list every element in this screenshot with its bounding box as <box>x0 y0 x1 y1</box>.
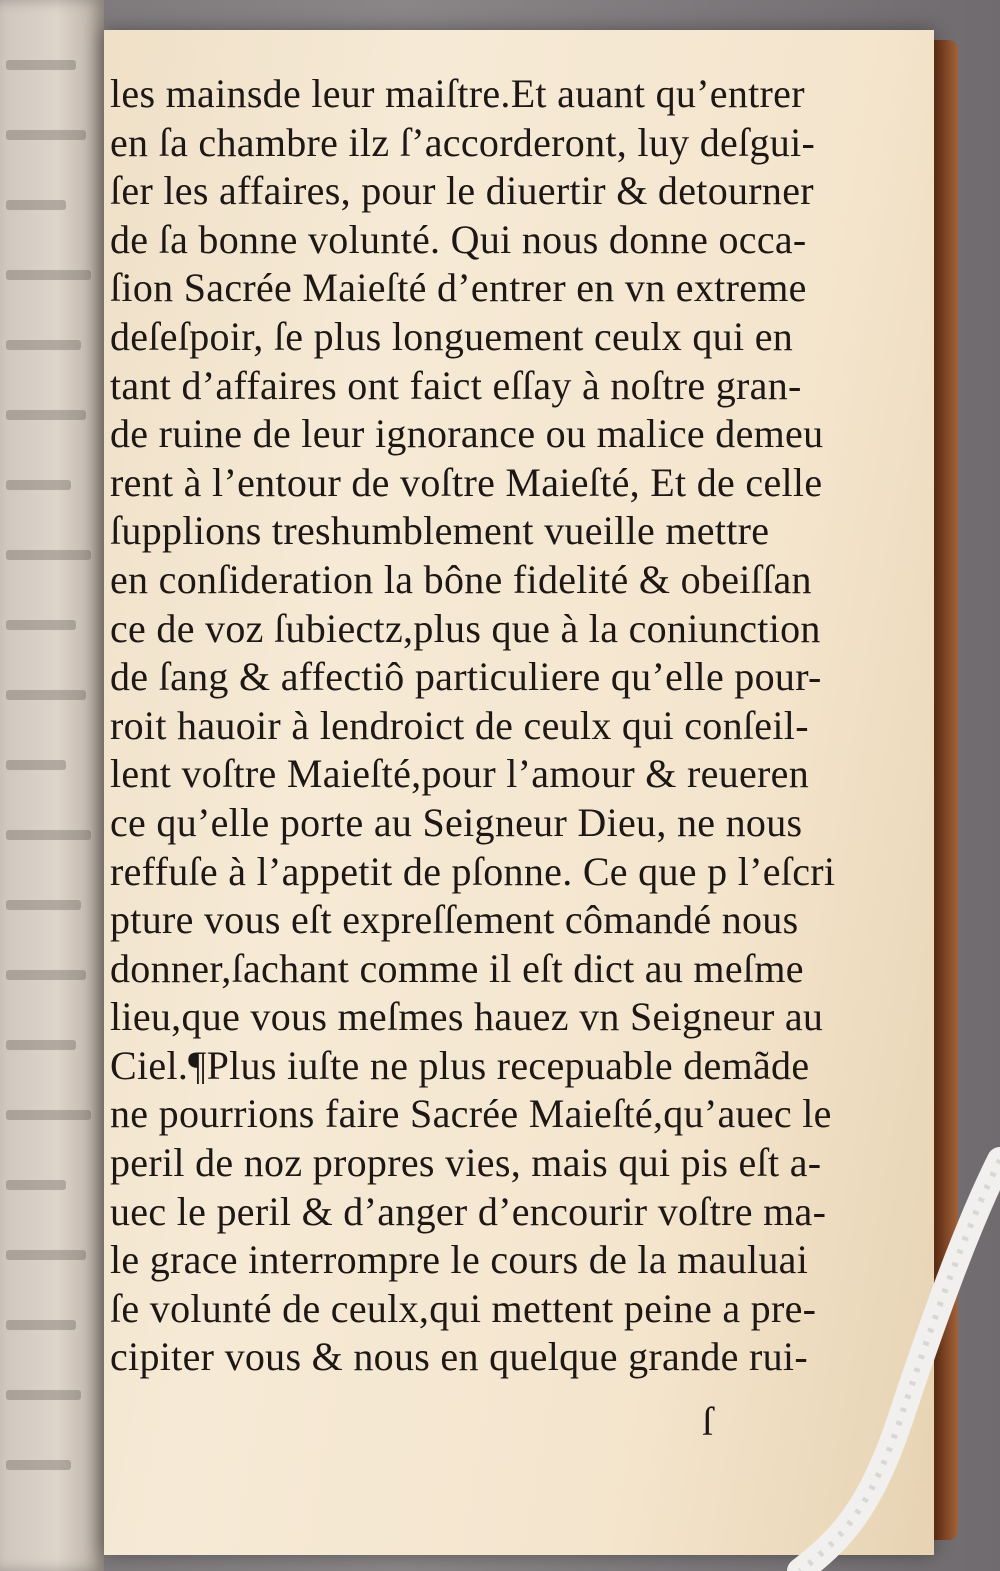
text-line: ne pourrions faire Sacrée Maieſté,qu’auec le <box>110 1091 832 1137</box>
text-line: en conſideration la bône fidelité & obeiſſan <box>110 556 812 602</box>
text-line: ſion Sacrée Maieſté d’entrer en vn extreme <box>110 265 807 311</box>
text-line: ſer les affaires, pour le diuertir & detourner <box>110 168 814 214</box>
text-line: les mainsde leur maiſtre.Et auant qu’entrer <box>110 71 805 116</box>
text-line: lieu,que vous meſmes hauez vn Seigneur au <box>110 994 824 1040</box>
facing-page-edge <box>0 0 104 1571</box>
text-line: pture vous eſt expreſſement cômandé nous <box>110 897 799 943</box>
text-line: de ſa bonne volunté. Qui nous donne occa- <box>110 216 807 262</box>
text-line: lent voſtre Maieſté,pour l’amour & reueren <box>110 751 810 797</box>
text-line: le grace interrompre le cours de la mauluai <box>110 1237 809 1283</box>
text-line: ce qu’elle porte au Seigneur Dieu, ne nous <box>110 799 803 845</box>
text-line: de ſang & affectiô particuliere qu’elle pour- <box>110 654 822 700</box>
text-line: deſeſpoir, ſe plus longuement ceulx qui en <box>110 313 794 359</box>
text-line: uec le peril & d’anger d’encourir voſtre ma- <box>110 1188 827 1234</box>
text-line: ſe volunté de ceulx,qui mettent peine a pre- <box>110 1285 817 1331</box>
text-line: rent à l’entour de voſtre Maieſté, Et de celle <box>110 459 823 505</box>
text-line: peril de noz propres vies, mais qui pis eſt a- <box>110 1140 822 1186</box>
text-line: cipiter vous & nous en quelque grande rui- <box>110 1334 808 1380</box>
text-line: ce de voz ſubiectz,plus que à la coniunction <box>110 605 821 651</box>
text-line: reffuſe à l’appetit de pſonne. Ce que p l’eſcri <box>110 848 836 894</box>
page-text <box>110 70 880 1382</box>
text-line: donner,ſachant comme il eſt dict au meſme <box>110 945 804 991</box>
text-line: tant d’affaires ont faict eſſay à noſtre gran- <box>110 362 802 408</box>
text-line: de ruine de leur ignorance ou malice demeu <box>110 411 824 457</box>
text-line: Ciel.¶Plus iuſte ne plus recepuable demãde <box>110 1042 810 1088</box>
text-line: roit hauoir à lendroict de ceulx qui conſeil- <box>110 702 809 748</box>
catchword: ſ <box>702 1399 714 1444</box>
text-line: en ſa chambre ilz ſ’accorderont, luy deſgui- <box>110 119 816 165</box>
text-line: ſupplions treshumblement vueille mettre <box>110 508 770 554</box>
